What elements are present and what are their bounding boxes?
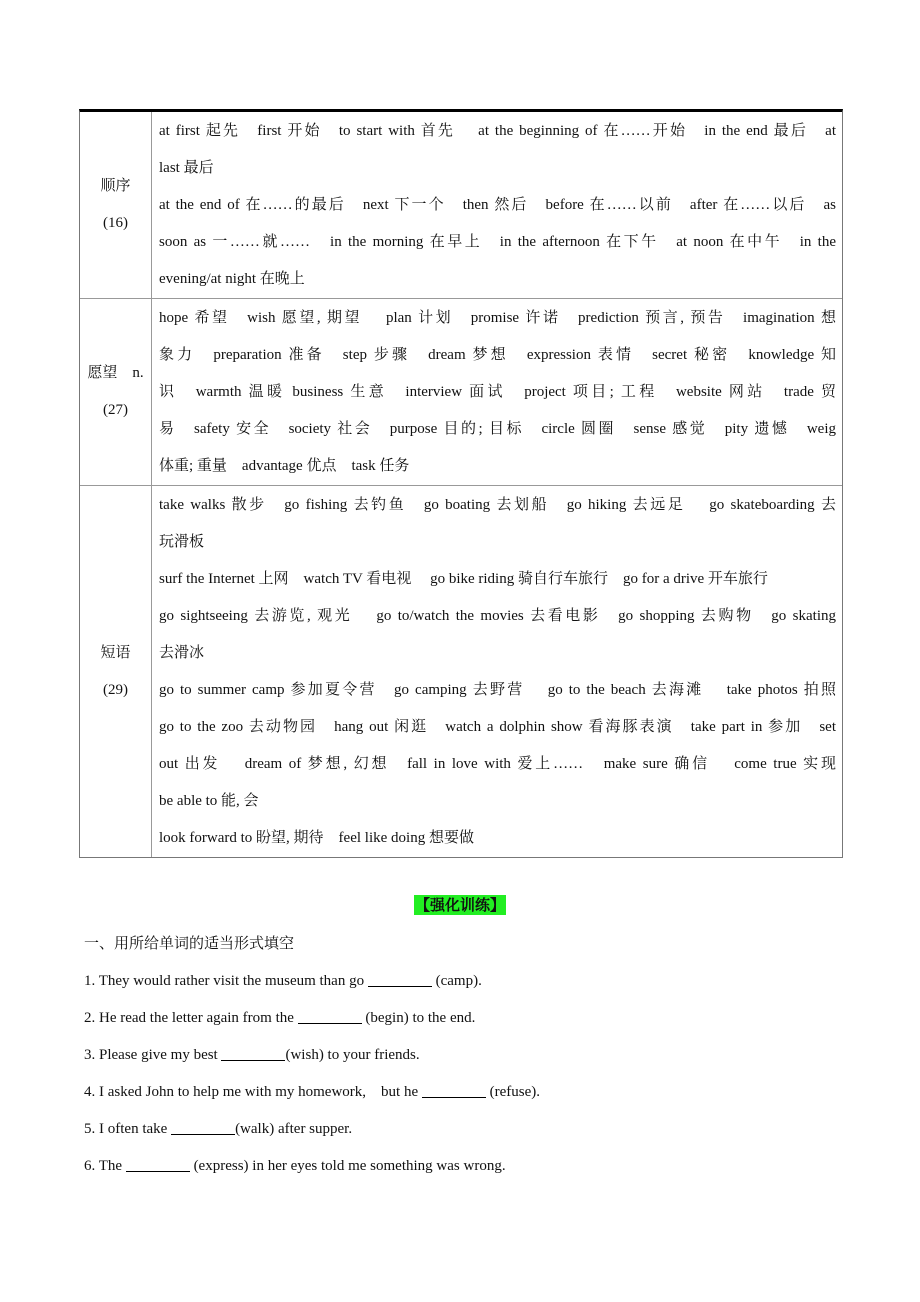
- exercise-title: 一、用所给单词的适当形式填空: [84, 936, 295, 952]
- phrase-line: 象力 preparation 准备 step 步骤 dream 梦想 expression 表情 secret 秘密 knowledge 知: [159, 347, 836, 363]
- phrase-line: go to summer camp 参加夏令营 go camping 去野营 go to the beach 去海滩 take photos 拍照: [159, 682, 836, 698]
- category-cell: [80, 299, 152, 485]
- question-3: 3. Please give my best (wish) to your friends.: [84, 1047, 420, 1063]
- question-2: 2. He read the letter again from the (begin) to the end.: [84, 1010, 476, 1026]
- category-label: 愿望 n.: [87, 365, 144, 381]
- category-label: 顺序: [100, 178, 131, 194]
- phrase-line: take walks 散步 go fishing 去钓鱼 go boating 去划船 go hiking 去远足 go skateboarding 去: [159, 497, 836, 513]
- phrase-line: 体重; 重量 advantage 优点 task 任务: [159, 458, 410, 474]
- phrase-line: go to the zoo 去动物园 hang out 闲逛 watch a dolphin show 看海豚表演 take part in 参加 set: [159, 719, 836, 735]
- phrases-cell: [152, 299, 842, 485]
- question-5: 5. I often take (walk) after supper.: [84, 1121, 353, 1137]
- phrase-line: 易 safety 安全 society 社会 purpose 目的; 目标 circle 圆圈 sense 感觉 pity 遗憾 weig: [159, 421, 836, 437]
- phrase-line: go sightseeing 去游览, 观光 go to/watch the movies 去看电影 go shopping 去购物 go skating: [159, 608, 836, 624]
- phrase-line: last 最后: [159, 160, 214, 176]
- category-count: (29): [103, 681, 128, 698]
- section-heading: [0, 894, 920, 915]
- phrase-line: 识 warmth 温暖 business 生意 interview 面试 project 项目; 工程 website 网站 trade 贸: [159, 384, 836, 400]
- phrases-cell: [152, 112, 842, 298]
- question-4: 4. I asked John to help me with my homework, but he (refuse).: [84, 1084, 541, 1100]
- question-6: 6. The (express) in her eyes told me something was wrong.: [84, 1158, 506, 1174]
- phrase-line: 玩滑板: [159, 534, 205, 550]
- table-row: [80, 486, 842, 857]
- phrase-line: soon as 一……就…… in the morning 在早上 in the afternoon 在下午 at noon 在中午 in the: [159, 234, 836, 250]
- section-heading-text: 【强化训练】: [414, 896, 505, 914]
- table-row: [80, 112, 842, 299]
- table-row: [80, 299, 842, 486]
- phrases-cell: [152, 486, 842, 857]
- phrase-line: look forward to 盼望, 期待 feel like doing 想要做: [159, 830, 474, 846]
- phrase-line: out 出发 dream of 梦想, 幻想 fall in love with 爱上…… make sure 确信 come true 实现: [159, 756, 836, 772]
- phrase-line: 去滑冰: [159, 645, 205, 661]
- exercise-section: [84, 926, 540, 1185]
- phrase-line: at the end of 在……的最后 next 下一个 then 然后 before 在……以前 after 在……以后 as: [159, 197, 836, 213]
- phrase-line: evening/at night 在晚上: [159, 271, 305, 287]
- category-label: 短语: [100, 644, 131, 661]
- phrase-line: surf the Internet 上网 watch TV 看电视 go bike riding 骑自行车旅行 go for a drive 开车旅行: [159, 571, 768, 587]
- category-count: (27): [103, 402, 128, 418]
- category-count: (16): [103, 215, 128, 231]
- category-cell: [80, 486, 152, 857]
- phrase-line: be able to 能, 会: [159, 793, 259, 809]
- phrase-line: at first 起先 first 开始 to start with 首先 at the beginning of 在……开始 in the end 最后 at: [159, 123, 836, 139]
- phrase-line: hope 希望 wish 愿望, 期望 plan 计划 promise 许诺 prediction 预言, 预告 imagination 想: [159, 310, 836, 326]
- vocabulary-table: [79, 109, 843, 858]
- category-cell: [80, 112, 152, 298]
- question-1: 1. They would rather visit the museum than go (camp).: [84, 973, 482, 989]
